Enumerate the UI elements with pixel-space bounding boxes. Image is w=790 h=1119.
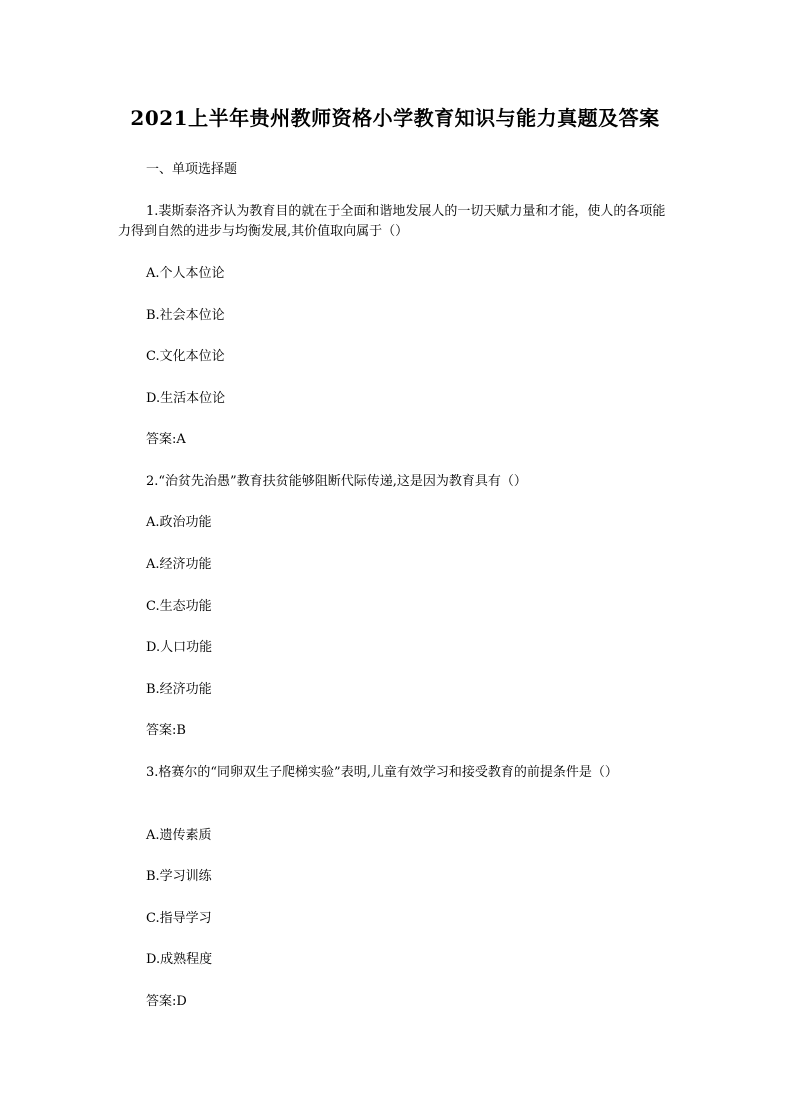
question-1-option-c: C.文化本位论	[146, 349, 225, 364]
question-2-answer: 答案:B	[146, 723, 186, 738]
question-3-option-b: B.学习训练	[146, 869, 212, 884]
document-title: 2021上半年贵州教师资格小学教育知识与能力真题及答案	[130, 106, 660, 130]
question-3-stem: 3.格赛尔的“同卵双生子爬梯实验”表明,儿童有效学习和接受教育的前提条件是（）	[146, 765, 618, 780]
question-1-stem: 1.裴斯泰洛齐认为教育目的就在于全面和谐地发展人的一切天赋力量和才能，使人的各项能力得到自然的进步与均衡发展,其价值取向属于（）	[118, 204, 666, 239]
section-heading: 一、单项选择题	[146, 162, 238, 177]
question-2-stem: 2.“治贫先治愚”教育扶贫能够阻断代际传递,这是因为教育具有（）	[146, 474, 527, 489]
question-2-option-3: C.生态功能	[146, 599, 212, 614]
question-2-option-2: A.经济功能	[146, 557, 212, 572]
question-2-option-4: D.人口功能	[146, 640, 213, 655]
question-2-option-1: A.政治功能	[146, 515, 212, 530]
question-2-option-5: B.经济功能	[146, 682, 212, 697]
question-1-option-a: A.个人本位论	[146, 266, 225, 281]
question-1-option-b: B.社会本位论	[146, 308, 225, 323]
question-1-option-d: D.生活本位论	[146, 391, 226, 406]
question-1-answer: 答案:A	[146, 432, 186, 447]
question-3-option-d: D.成熟程度	[146, 952, 213, 967]
question-3-option-a: A.遗传素质	[146, 828, 212, 843]
question-3-answer: 答案:D	[146, 994, 187, 1009]
question-3-option-c: C.指导学习	[146, 911, 212, 926]
